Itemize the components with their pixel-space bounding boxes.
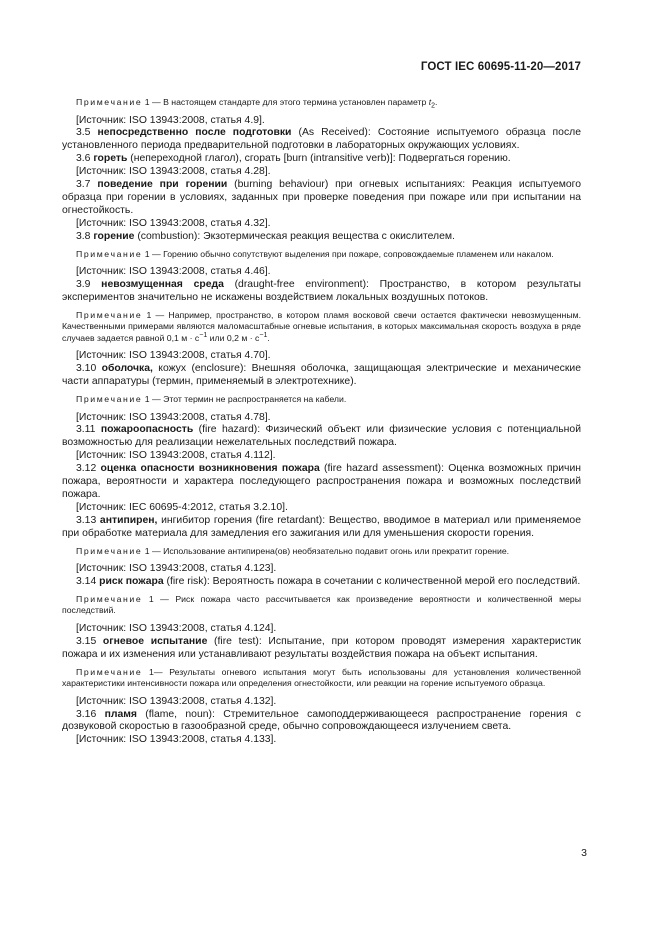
note-number: 1 — [144, 394, 150, 404]
definition-3-11 — [62, 424, 581, 450]
note-number: 1 — [146, 309, 152, 320]
clause-number: 3.11 — [76, 424, 101, 436]
note — [62, 249, 581, 261]
note-number: 1 — [148, 593, 154, 604]
clause-number: 3.10 — [76, 363, 102, 375]
clause-number: 3.13 — [76, 514, 100, 526]
note-label: Примечание — [76, 394, 143, 404]
term: горение — [93, 230, 135, 242]
note — [62, 394, 581, 406]
definition-text: (draught-free environment): Пространство, в котором результаты экспериментов значительно не искажены воздействием локальных воздушных потоков. — [62, 278, 581, 303]
definition-3-15 — [62, 636, 581, 662]
definition-3-6 — [62, 153, 581, 166]
definition-3-5 — [62, 127, 581, 153]
note — [62, 97, 581, 109]
page-number: 3 — [581, 847, 587, 859]
term: оболочка, — [101, 363, 153, 375]
definition-text: (flame, noun): Стремительное самоподдерживающееся распространение горения с дозвуковой скоростью в газообразной среде, обычно сопровождающееся излучением света. — [62, 708, 581, 733]
definition-text: кожух (enclosure): Внешняя оболочка, защищающая электрические и механические части аппаратуры (термин, применяемый в электротехнике). — [62, 363, 581, 388]
source-reference: [Источник: ISO 13943:2008, статья 4.124]. — [76, 622, 277, 634]
definition-text: ингибитор горения (fire retardant): Вещество, вводимое в материал или применяемое при обработке материала для замедления его зажигания или для уменьшения скорости горения. — [62, 514, 581, 539]
definition-text: (combustion): Экзотермическая реакция вещества с окислителем. — [134, 230, 455, 242]
source-reference: [Источник: ISO 13943:2008, статья 4.78]. — [76, 411, 271, 423]
note-label: Примечание — [76, 309, 143, 320]
note-text: — В настоящем стандарте для этого термина установлен параметр — [149, 97, 429, 107]
definition-text: (fire hazard assessment): Оценка возможных причин пожара, вероятности и характера последующего распространения пожара и возможных последствий пожара. — [62, 463, 581, 500]
definition-3-10 — [62, 363, 581, 389]
source-reference: [Источник: ISO 13943:2008, статья 4.132]. — [76, 695, 277, 707]
source-reference: [Источник: ISO 13943:2008, статья 4.9]. — [76, 114, 265, 126]
clause-number: 3.6 — [76, 153, 94, 165]
term: огневое испытание — [102, 635, 208, 647]
definition-3-7 — [62, 179, 581, 218]
source-reference: [Источник: ISO 13943:2008, статья 4.46]. — [76, 266, 271, 278]
definition-text: (fire test): Испытание, при котором проводят измерения характеристик пожара и их изменения или устанавливают результаты воздействия пожара на объект испытания. — [62, 635, 581, 660]
clause-number: 3.5 — [76, 127, 98, 139]
note — [62, 546, 581, 558]
note — [62, 594, 581, 617]
definition-3-12 — [62, 463, 581, 502]
note-param: t — [428, 97, 432, 107]
document-header: ГОСТ IEC 60695-11-20—2017 — [420, 61, 581, 73]
note-text-mid: или 0,2 м · с — [207, 332, 260, 343]
note-number: 1 — [144, 97, 150, 107]
source-reference: [Источник: ISO 13943:2008, статья 4.133]. — [76, 734, 277, 746]
document-body — [62, 92, 581, 747]
clause-number: 3.9 — [76, 278, 102, 290]
source-reference: [Источник: ISO 13943:2008, статья 4.32]. — [76, 217, 271, 229]
source-reference: [Источник: ISO 13943:2008, статья 4.112]. — [76, 450, 276, 462]
term: риск пожара — [99, 575, 164, 587]
term: пожароопасность — [100, 424, 194, 436]
note-end: . — [435, 97, 438, 107]
clause-number: 3.12 — [76, 463, 101, 475]
note-text: — Результаты огневого испытания могут быть использованы для установления количественной характеристики интенсивности пожара или определения огнестойкости, или реакции на горение испытуемого образца. — [62, 666, 581, 689]
definition-text: (burning behaviour) при огневых испытаниях: Реакция испытуемого образца при горении в условиях, заданных при проверке поведения при пожаре или при испытании на огнестойкость. — [62, 179, 581, 216]
note-exponent: −1 — [259, 331, 268, 339]
definition-text: (fire risk): Вероятность пожара в сочетании с количественной мерой его последствий. — [163, 575, 581, 587]
note-end: . — [267, 332, 270, 343]
note — [62, 667, 581, 690]
definition-text: (непереходной глагол), сгорать [burn (intransitive verb)]: Подвергаться горению. — [127, 153, 511, 165]
term: антипирен, — [99, 514, 158, 526]
note-text: — Использование антипирена(ов) необязательно подавит огонь или прекратит горение. — [149, 545, 510, 556]
source-reference: [Источник: IEC 60695-4:2012, статья 3.2.10]. — [76, 501, 288, 513]
definition-3-16 — [62, 709, 581, 735]
note-number: 1 — [149, 666, 154, 677]
source-reference: [Источник: ISO 13943:2008, статья 4.70]. — [76, 350, 271, 362]
term: пламя — [104, 708, 137, 720]
note-number: 1 — [144, 248, 150, 259]
note-label: Примечание — [76, 666, 143, 677]
note-text: — Например, пространство, в котором пламя восковой свечи остается фактически невозмущенным. Качественными примерами являются маломасштабные огневые испытания, в которых максимальная скорость воздуха в ряде случаев задается равной 0,1 м · с — [62, 309, 581, 343]
clause-number: 3.16 — [76, 708, 105, 720]
note-text: — Горению обычно сопутствуют выделения при пожаре, сопровождаемые пламенем или накалом. — [149, 248, 554, 259]
definition-3-14 — [62, 576, 581, 589]
note-label: Примечание — [76, 97, 143, 107]
note-number: 1 — [144, 545, 150, 556]
definition-text: (fire hazard): Физический объект или физические условия с потенциальной возможностью для реализации нежелательных последствий пожара. — [62, 424, 582, 449]
term: непосредственно после подготовки — [97, 127, 292, 139]
clause-number: 3.15 — [76, 635, 103, 647]
note-label: Примечание — [76, 545, 143, 556]
term: оценка опасности возникновения пожара — [100, 463, 320, 475]
source-reference: [Источник: ISO 13943:2008, статья 4.123]. — [76, 563, 277, 575]
clause-number: 3.14 — [76, 575, 100, 587]
note — [62, 310, 581, 345]
term: гореть — [93, 153, 128, 165]
clause-number: 3.8 — [76, 230, 94, 242]
source-reference: [Источник: ISO 13943:2008, статья 4.28]. — [76, 166, 271, 178]
definition-3-8 — [62, 231, 581, 244]
definition-3-9 — [62, 279, 581, 305]
note-label: Примечание — [76, 248, 143, 259]
note-exponent: −1 — [199, 331, 208, 339]
note-text: — Этот термин не распространяется на кабели. — [149, 394, 347, 404]
note-param-subscript: 2 — [431, 102, 436, 110]
note-text: — Риск пожара часто рассчитывается как произведение вероятности и количественной меры последствий. — [62, 593, 581, 616]
definition-text: (As Received): Состояние испытуемого образца после установленного периода предварительной подготовки в лабораторных окружающих условиях. — [62, 127, 581, 152]
definition-3-13 — [62, 515, 581, 541]
term: невозмущенная среда — [101, 278, 224, 290]
term: поведение при горении — [97, 179, 228, 191]
note-label: Примечание — [76, 593, 143, 604]
clause-number: 3.7 — [76, 179, 98, 191]
